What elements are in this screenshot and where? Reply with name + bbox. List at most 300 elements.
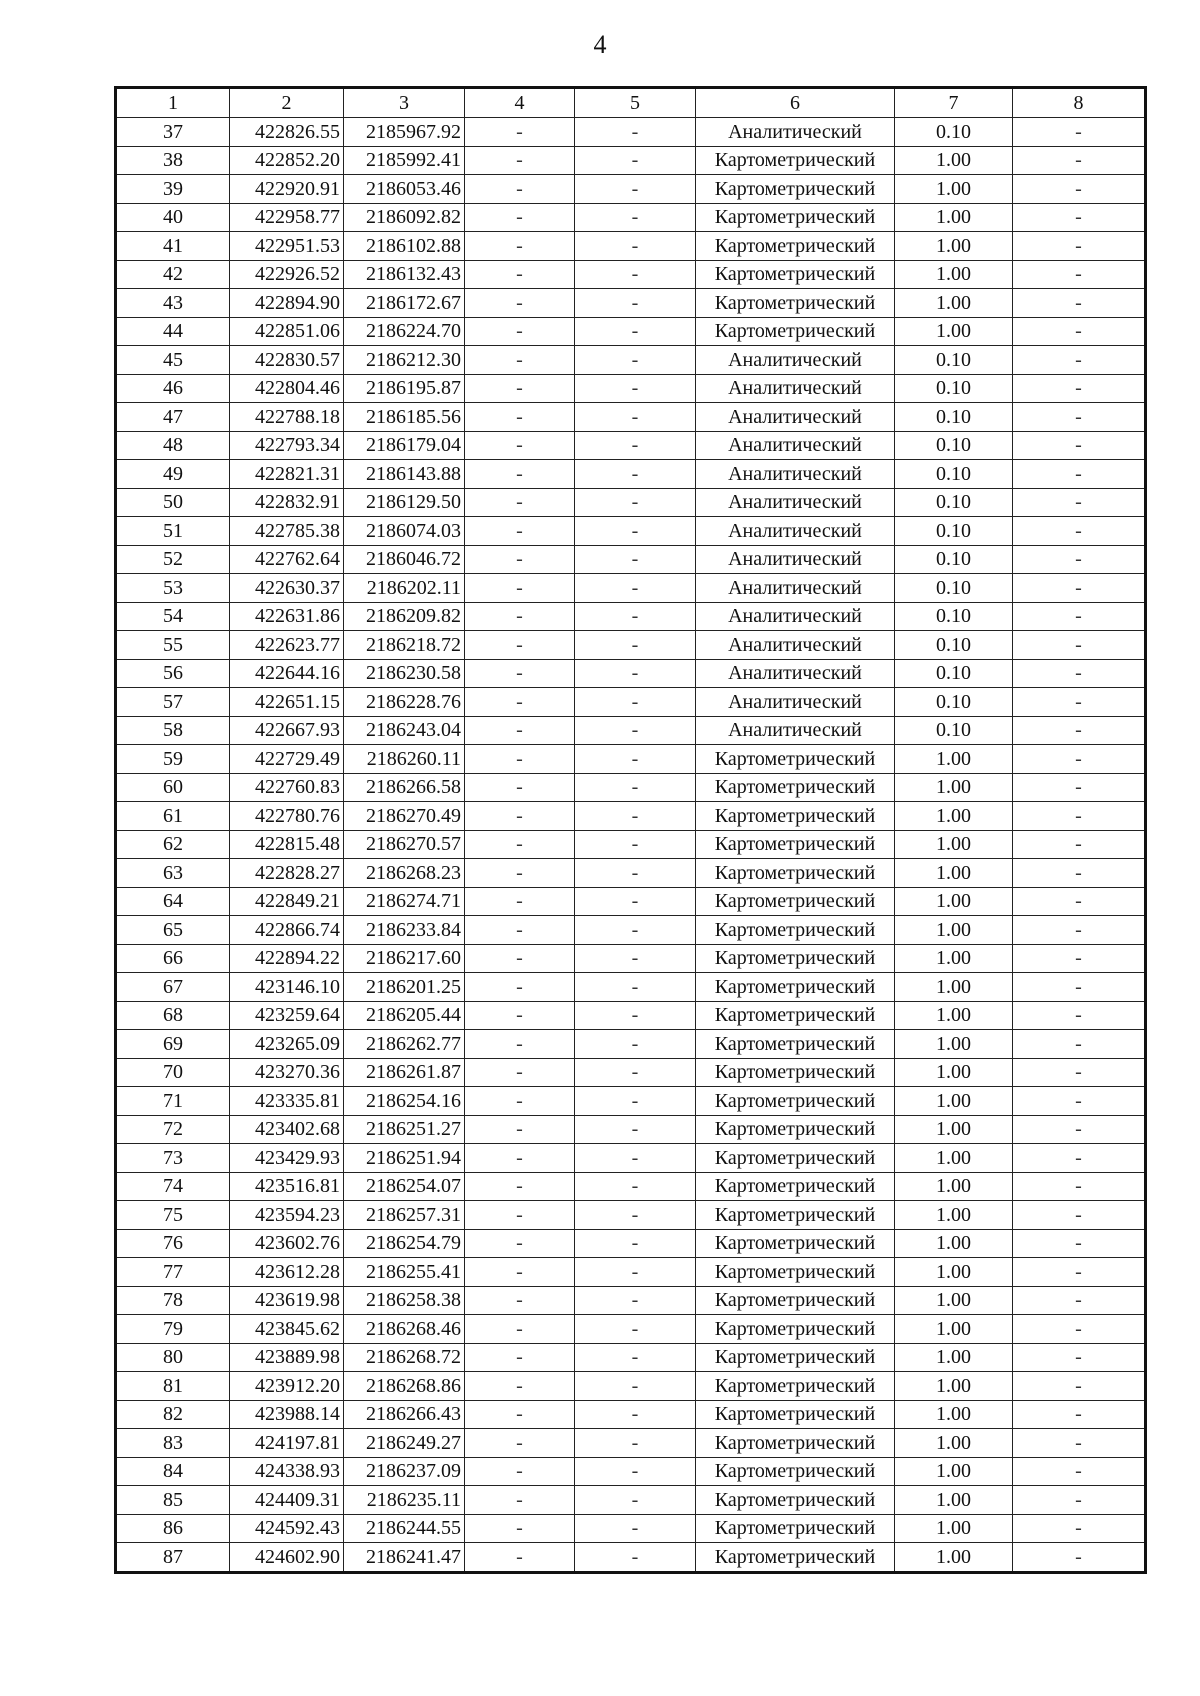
col5-cell: - [575, 1144, 696, 1173]
table-row [116, 602, 1146, 631]
col4-cell: - [465, 1229, 575, 1258]
table-row [116, 1087, 1146, 1116]
col4-cell: - [465, 203, 575, 232]
col4-cell: - [465, 574, 575, 603]
col8-cell: - [1013, 346, 1146, 375]
point-number-cell: 50 [116, 488, 230, 517]
x-coordinate-cell: 422821.31 [230, 460, 344, 489]
point-number-cell: 41 [116, 232, 230, 261]
y-coordinate-cell: 2186270.57 [344, 830, 465, 859]
col4-cell: - [465, 802, 575, 831]
x-coordinate-cell: 423889.98 [230, 1343, 344, 1372]
table-row [116, 716, 1146, 745]
col4-cell: - [465, 1201, 575, 1230]
col4-cell: - [465, 773, 575, 802]
y-coordinate-cell: 2186202.11 [344, 574, 465, 603]
x-coordinate-cell: 422958.77 [230, 203, 344, 232]
y-coordinate-cell: 2186244.55 [344, 1514, 465, 1543]
x-coordinate-cell: 422951.53 [230, 232, 344, 261]
col4-cell: - [465, 1172, 575, 1201]
col8-cell: - [1013, 602, 1146, 631]
col5-cell: - [575, 346, 696, 375]
col4-cell: - [465, 716, 575, 745]
method-cell: Картометрический [696, 1144, 895, 1173]
col8-cell: - [1013, 1058, 1146, 1087]
col8-cell: - [1013, 659, 1146, 688]
x-coordinate-cell: 423146.10 [230, 973, 344, 1002]
col8-cell: - [1013, 374, 1146, 403]
table-body [116, 118, 1146, 1573]
method-cell: Картометрический [696, 1172, 895, 1201]
col8-cell: - [1013, 1087, 1146, 1116]
table-row [116, 1429, 1146, 1458]
col8-cell: - [1013, 973, 1146, 1002]
col5-cell: - [575, 773, 696, 802]
accuracy-cell: 1.00 [895, 944, 1013, 973]
table-row [116, 802, 1146, 831]
x-coordinate-cell: 422760.83 [230, 773, 344, 802]
y-coordinate-cell: 2186266.43 [344, 1400, 465, 1429]
table-row [116, 1315, 1146, 1344]
y-coordinate-cell: 2186129.50 [344, 488, 465, 517]
y-coordinate-cell: 2186270.49 [344, 802, 465, 831]
col4-cell: - [465, 859, 575, 888]
y-coordinate-cell: 2186249.27 [344, 1429, 465, 1458]
y-coordinate-cell: 2186195.87 [344, 374, 465, 403]
accuracy-cell: 1.00 [895, 1258, 1013, 1287]
method-cell: Картометрический [696, 1030, 895, 1059]
col5-cell: - [575, 1486, 696, 1515]
method-cell: Аналитический [696, 431, 895, 460]
col5-cell: - [575, 1429, 696, 1458]
point-number-cell: 60 [116, 773, 230, 802]
col4-cell: - [465, 1115, 575, 1144]
accuracy-cell: 1.00 [895, 1172, 1013, 1201]
point-number-cell: 59 [116, 745, 230, 774]
col5-cell: - [575, 1115, 696, 1144]
col5-cell: - [575, 1172, 696, 1201]
col4-cell: - [465, 374, 575, 403]
y-coordinate-cell: 2186233.84 [344, 916, 465, 945]
col8-cell: - [1013, 1543, 1146, 1573]
col5-cell: - [575, 916, 696, 945]
table-row [116, 1457, 1146, 1486]
point-number-cell: 61 [116, 802, 230, 831]
y-coordinate-cell: 2186255.41 [344, 1258, 465, 1287]
x-coordinate-cell: 423602.76 [230, 1229, 344, 1258]
method-cell: Картометрический [696, 317, 895, 346]
accuracy-cell: 1.00 [895, 1030, 1013, 1059]
col5-cell: - [575, 1258, 696, 1287]
method-cell: Картометрический [696, 1372, 895, 1401]
col8-cell: - [1013, 1030, 1146, 1059]
point-number-cell: 69 [116, 1030, 230, 1059]
point-number-cell: 81 [116, 1372, 230, 1401]
accuracy-cell: 0.10 [895, 602, 1013, 631]
col4-cell: - [465, 1372, 575, 1401]
x-coordinate-cell: 422644.16 [230, 659, 344, 688]
table-row [116, 1258, 1146, 1287]
y-coordinate-cell: 2186102.88 [344, 232, 465, 261]
y-coordinate-cell: 2186268.46 [344, 1315, 465, 1344]
col8-cell: - [1013, 146, 1146, 175]
x-coordinate-cell: 423912.20 [230, 1372, 344, 1401]
x-coordinate-cell: 422849.21 [230, 887, 344, 916]
col4-cell: - [465, 1001, 575, 1030]
col4-cell: - [465, 1286, 575, 1315]
page-number: 4 [593, 30, 607, 59]
point-number-cell: 74 [116, 1172, 230, 1201]
column-header-7: 7 [895, 88, 1013, 118]
col8-cell: - [1013, 802, 1146, 831]
table-row [116, 1030, 1146, 1059]
col4-cell: - [465, 289, 575, 318]
col4-cell: - [465, 431, 575, 460]
col5-cell: - [575, 460, 696, 489]
point-number-cell: 64 [116, 887, 230, 916]
col8-cell: - [1013, 175, 1146, 204]
col8-cell: - [1013, 1258, 1146, 1287]
col4-cell: - [465, 232, 575, 261]
point-number-cell: 85 [116, 1486, 230, 1515]
point-number-cell: 72 [116, 1115, 230, 1144]
point-number-cell: 40 [116, 203, 230, 232]
col4-cell: - [465, 631, 575, 660]
point-number-cell: 47 [116, 403, 230, 432]
accuracy-cell: 0.10 [895, 688, 1013, 717]
table-row [116, 688, 1146, 717]
y-coordinate-cell: 2186261.87 [344, 1058, 465, 1087]
point-number-cell: 54 [116, 602, 230, 631]
accuracy-cell: 1.00 [895, 1229, 1013, 1258]
y-coordinate-cell: 2186209.82 [344, 602, 465, 631]
point-number-cell: 80 [116, 1343, 230, 1372]
col8-cell: - [1013, 317, 1146, 346]
accuracy-cell: 0.10 [895, 431, 1013, 460]
col4-cell: - [465, 260, 575, 289]
method-cell: Картометрический [696, 802, 895, 831]
col8-cell: - [1013, 403, 1146, 432]
point-number-cell: 49 [116, 460, 230, 489]
col5-cell: - [575, 1058, 696, 1087]
x-coordinate-cell: 422667.93 [230, 716, 344, 745]
col4-cell: - [465, 973, 575, 1002]
col5-cell: - [575, 1343, 696, 1372]
method-cell: Картометрический [696, 232, 895, 261]
table-row [116, 1229, 1146, 1258]
col5-cell: - [575, 403, 696, 432]
col5-cell: - [575, 574, 696, 603]
col5-cell: - [575, 973, 696, 1002]
point-number-cell: 76 [116, 1229, 230, 1258]
y-coordinate-cell: 2186053.46 [344, 175, 465, 204]
point-number-cell: 79 [116, 1315, 230, 1344]
method-cell: Картометрический [696, 1058, 895, 1087]
col8-cell: - [1013, 1457, 1146, 1486]
col4-cell: - [465, 118, 575, 147]
col5-cell: - [575, 631, 696, 660]
col4-cell: - [465, 944, 575, 973]
y-coordinate-cell: 2186172.67 [344, 289, 465, 318]
col8-cell: - [1013, 745, 1146, 774]
method-cell: Картометрический [696, 260, 895, 289]
method-cell: Картометрический [696, 859, 895, 888]
col5-cell: - [575, 1457, 696, 1486]
table-row [116, 1172, 1146, 1201]
accuracy-cell: 1.00 [895, 317, 1013, 346]
accuracy-cell: 1.00 [895, 859, 1013, 888]
table-row [116, 1286, 1146, 1315]
col5-cell: - [575, 146, 696, 175]
col8-cell: - [1013, 1343, 1146, 1372]
method-cell: Картометрический [696, 1457, 895, 1486]
y-coordinate-cell: 2186185.56 [344, 403, 465, 432]
col8-cell: - [1013, 545, 1146, 574]
method-cell: Картометрический [696, 203, 895, 232]
col4-cell: - [465, 1457, 575, 1486]
method-cell: Картометрический [696, 1201, 895, 1230]
y-coordinate-cell: 2186241.47 [344, 1543, 465, 1573]
method-cell: Картометрический [696, 146, 895, 175]
y-coordinate-cell: 2186257.31 [344, 1201, 465, 1230]
col5-cell: - [575, 859, 696, 888]
y-coordinate-cell: 2186235.11 [344, 1486, 465, 1515]
col4-cell: - [465, 1514, 575, 1543]
accuracy-cell: 1.00 [895, 1486, 1013, 1515]
point-number-cell: 75 [116, 1201, 230, 1230]
table-row [116, 545, 1146, 574]
method-cell: Картометрический [696, 1087, 895, 1116]
y-coordinate-cell: 2186243.04 [344, 716, 465, 745]
method-cell: Аналитический [696, 488, 895, 517]
method-cell: Картометрический [696, 916, 895, 945]
x-coordinate-cell: 424338.93 [230, 1457, 344, 1486]
x-coordinate-cell: 423845.62 [230, 1315, 344, 1344]
x-coordinate-cell: 422920.91 [230, 175, 344, 204]
table-row [116, 1486, 1146, 1515]
accuracy-cell: 1.00 [895, 1457, 1013, 1486]
point-number-cell: 58 [116, 716, 230, 745]
col4-cell: - [465, 317, 575, 346]
table-row [116, 944, 1146, 973]
col5-cell: - [575, 431, 696, 460]
accuracy-cell: 1.00 [895, 1087, 1013, 1116]
col8-cell: - [1013, 716, 1146, 745]
y-coordinate-cell: 2186201.25 [344, 973, 465, 1002]
x-coordinate-cell: 422852.20 [230, 146, 344, 175]
table-row [116, 1400, 1146, 1429]
col4-cell: - [465, 887, 575, 916]
col4-cell: - [465, 1400, 575, 1429]
method-cell: Картометрический [696, 887, 895, 916]
table-row [116, 1115, 1146, 1144]
y-coordinate-cell: 2186258.38 [344, 1286, 465, 1315]
col4-cell: - [465, 1087, 575, 1116]
col5-cell: - [575, 289, 696, 318]
x-coordinate-cell: 422780.76 [230, 802, 344, 831]
point-number-cell: 68 [116, 1001, 230, 1030]
col8-cell: - [1013, 1486, 1146, 1515]
method-cell: Аналитический [696, 517, 895, 546]
table-row [116, 1144, 1146, 1173]
col4-cell: - [465, 745, 575, 774]
col4-cell: - [465, 602, 575, 631]
method-cell: Аналитический [696, 374, 895, 403]
accuracy-cell: 1.00 [895, 1115, 1013, 1144]
y-coordinate-cell: 2186254.16 [344, 1087, 465, 1116]
table-row [116, 488, 1146, 517]
accuracy-cell: 1.00 [895, 830, 1013, 859]
column-header-2: 2 [230, 88, 344, 118]
point-number-cell: 56 [116, 659, 230, 688]
x-coordinate-cell: 423259.64 [230, 1001, 344, 1030]
method-cell: Аналитический [696, 460, 895, 489]
table-row [116, 659, 1146, 688]
accuracy-cell: 1.00 [895, 773, 1013, 802]
column-header-5: 5 [575, 88, 696, 118]
col5-cell: - [575, 887, 696, 916]
table-row [116, 460, 1146, 489]
accuracy-cell: 1.00 [895, 916, 1013, 945]
table-row [116, 859, 1146, 888]
col8-cell: - [1013, 631, 1146, 660]
col4-cell: - [465, 1543, 575, 1573]
col5-cell: - [575, 688, 696, 717]
accuracy-cell: 0.10 [895, 403, 1013, 432]
x-coordinate-cell: 423612.28 [230, 1258, 344, 1287]
table-row [116, 745, 1146, 774]
y-coordinate-cell: 2186217.60 [344, 944, 465, 973]
x-coordinate-cell: 423265.09 [230, 1030, 344, 1059]
x-coordinate-cell: 422815.48 [230, 830, 344, 859]
accuracy-cell: 1.00 [895, 973, 1013, 1002]
accuracy-cell: 1.00 [895, 232, 1013, 261]
col5-cell: - [575, 232, 696, 261]
accuracy-cell: 1.00 [895, 1429, 1013, 1458]
point-number-cell: 51 [116, 517, 230, 546]
point-number-cell: 62 [116, 830, 230, 859]
y-coordinate-cell: 2186268.72 [344, 1343, 465, 1372]
point-number-cell: 55 [116, 631, 230, 660]
table-row [116, 232, 1146, 261]
x-coordinate-cell: 424197.81 [230, 1429, 344, 1458]
point-number-cell: 44 [116, 317, 230, 346]
col4-cell: - [465, 1058, 575, 1087]
accuracy-cell: 0.10 [895, 659, 1013, 688]
point-number-cell: 86 [116, 1514, 230, 1543]
accuracy-cell: 1.00 [895, 1058, 1013, 1087]
accuracy-cell: 1.00 [895, 203, 1013, 232]
col5-cell: - [575, 1400, 696, 1429]
y-coordinate-cell: 2186205.44 [344, 1001, 465, 1030]
col8-cell: - [1013, 1201, 1146, 1230]
accuracy-cell: 1.00 [895, 1201, 1013, 1230]
table-row [116, 517, 1146, 546]
col8-cell: - [1013, 460, 1146, 489]
table-row [116, 203, 1146, 232]
accuracy-cell: 0.10 [895, 460, 1013, 489]
accuracy-cell: 1.00 [895, 802, 1013, 831]
method-cell: Картометрический [696, 745, 895, 774]
col5-cell: - [575, 716, 696, 745]
col5-cell: - [575, 944, 696, 973]
accuracy-cell: 0.10 [895, 118, 1013, 147]
y-coordinate-cell: 2186224.70 [344, 317, 465, 346]
x-coordinate-cell: 422762.64 [230, 545, 344, 574]
y-coordinate-cell: 2186251.27 [344, 1115, 465, 1144]
y-coordinate-cell: 2186268.86 [344, 1372, 465, 1401]
col5-cell: - [575, 488, 696, 517]
column-header-8: 8 [1013, 88, 1146, 118]
col8-cell: - [1013, 887, 1146, 916]
table-row [116, 118, 1146, 147]
point-number-cell: 53 [116, 574, 230, 603]
x-coordinate-cell: 422830.57 [230, 346, 344, 375]
accuracy-cell: 1.00 [895, 1144, 1013, 1173]
col4-cell: - [465, 175, 575, 204]
accuracy-cell: 1.00 [895, 146, 1013, 175]
col8-cell: - [1013, 1144, 1146, 1173]
table-row [116, 403, 1146, 432]
col4-cell: - [465, 1258, 575, 1287]
col5-cell: - [575, 1030, 696, 1059]
y-coordinate-cell: 2186260.11 [344, 745, 465, 774]
col5-cell: - [575, 1229, 696, 1258]
point-number-cell: 63 [116, 859, 230, 888]
point-number-cell: 42 [116, 260, 230, 289]
x-coordinate-cell: 423619.98 [230, 1286, 344, 1315]
x-coordinate-cell: 423402.68 [230, 1115, 344, 1144]
col4-cell: - [465, 1144, 575, 1173]
accuracy-cell: 1.00 [895, 1543, 1013, 1573]
accuracy-cell: 1.00 [895, 289, 1013, 318]
accuracy-cell: 0.10 [895, 517, 1013, 546]
col5-cell: - [575, 745, 696, 774]
x-coordinate-cell: 422826.55 [230, 118, 344, 147]
method-cell: Картометрический [696, 1429, 895, 1458]
col8-cell: - [1013, 1315, 1146, 1344]
accuracy-cell: 1.00 [895, 175, 1013, 204]
col5-cell: - [575, 602, 696, 631]
table-row [116, 973, 1146, 1002]
col5-cell: - [575, 802, 696, 831]
accuracy-cell: 1.00 [895, 1001, 1013, 1030]
col8-cell: - [1013, 1172, 1146, 1201]
point-number-cell: 37 [116, 118, 230, 147]
method-cell: Картометрический [696, 1115, 895, 1144]
method-cell: Аналитический [696, 346, 895, 375]
col4-cell: - [465, 659, 575, 688]
x-coordinate-cell: 422926.52 [230, 260, 344, 289]
y-coordinate-cell: 2185967.92 [344, 118, 465, 147]
x-coordinate-cell: 422894.22 [230, 944, 344, 973]
col8-cell: - [1013, 1115, 1146, 1144]
y-coordinate-cell: 2186046.72 [344, 545, 465, 574]
col8-cell: - [1013, 488, 1146, 517]
method-cell: Аналитический [696, 602, 895, 631]
x-coordinate-cell: 422623.77 [230, 631, 344, 660]
x-coordinate-cell: 424592.43 [230, 1514, 344, 1543]
x-coordinate-cell: 424409.31 [230, 1486, 344, 1515]
col5-cell: - [575, 260, 696, 289]
point-number-cell: 83 [116, 1429, 230, 1458]
col8-cell: - [1013, 431, 1146, 460]
column-header-1: 1 [116, 88, 230, 118]
x-coordinate-cell: 423988.14 [230, 1400, 344, 1429]
col8-cell: - [1013, 1229, 1146, 1258]
point-number-cell: 57 [116, 688, 230, 717]
col4-cell: - [465, 346, 575, 375]
